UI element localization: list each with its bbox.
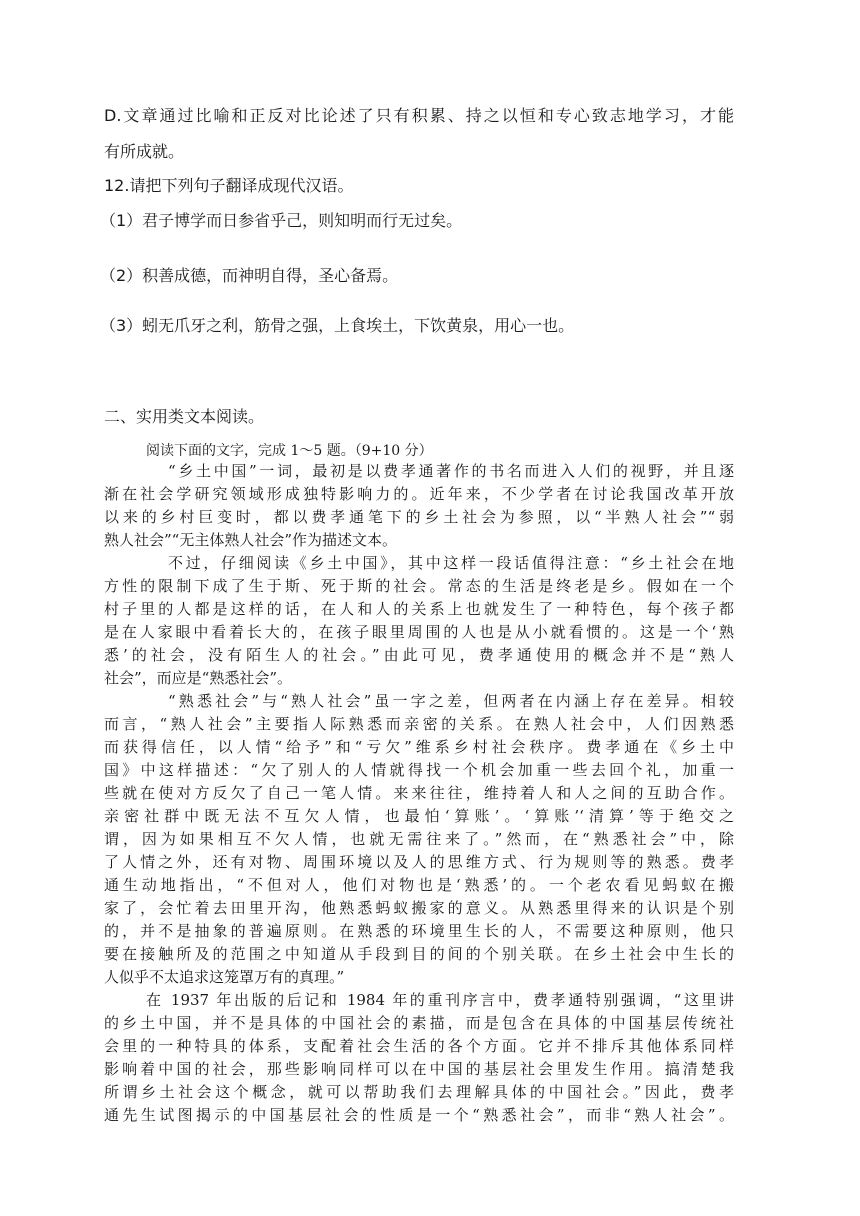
p1-line-2: 渐在社会学研究领域形成独特影响力的。近年来，不少学者在讨论我国改革开放	[104, 485, 734, 503]
p3-line-10: 家了，会忙着去田里开沟，他熟悉蚂蚁搬家的意义。从熟悉里得来的认识是个别	[104, 899, 734, 917]
p2-line-2: 方性的限制下成了生于斯、死于斯的社会。常态的生活是终老是乡。假如在一个	[104, 577, 734, 595]
p1-line-1: “乡土中国”一词，最初是以费孝通著作的书名而进入人们的视野，并且逐	[168, 462, 734, 480]
p3-line-12: 要在接触所及的范围之中知道从手段到目的间的个别关联。在乡土社会中生长的	[104, 945, 734, 963]
p2-line-6: 社会”，而应是“熟悉社会”。	[104, 669, 293, 687]
p2-line-4: 是在人家眼中看着长大的，在孩子眼里周围的人也是从小就看惯的。这是一个‘熟	[104, 623, 734, 641]
p3-line-7: 谓，因为如果相互不欠人情，也就无需往来了。”然而，在“熟悉社会”中，除	[104, 830, 734, 848]
p3-line-2: 而言，“熟人社会”主要指人际熟悉而亲密的关系。在熟人社会中，人们因熟悉	[104, 715, 734, 733]
p1-line-4: 熟人社会”“无主体熟人社会”作为描述文本。	[104, 531, 398, 549]
section-2-heading: 二、实用类文本阅读。	[104, 407, 265, 426]
reading-instruction: 阅读下面的文字，完成 1～5 题。（9+10 分）	[146, 443, 433, 459]
question-12-sentence-1: （1）君子博学而日参省乎己，则知明而行无过矣。	[100, 211, 463, 230]
p2-line-3: 村子里的人都是这样的话，在人和人的关系上也就发生了一种特色，每个孩子都	[104, 600, 734, 618]
question-12-title: 12.请把下列句子翻译成现代汉语。	[104, 176, 354, 195]
p4-line-1: 在 1937 年出版的后记和 1984 年的重刊序言中，费孝通特别强调，“这里讲	[146, 991, 734, 1009]
p3-line-6: 亲密社群中既无法不互欠人情，也最怕‘算账’。‘算账’‘清算’等于绝交之	[104, 807, 734, 825]
option-d-line-2: 有所成就。	[104, 142, 185, 161]
p4-line-5: 所谓乡土社会这个概念，就可以帮助我们去理解具体的中国社会。”因此，费孝	[104, 1083, 734, 1101]
p3-line-3: 而获得信任，以人情“给予”和“亏欠”维系乡村社会秩序。费孝通在《乡土中	[104, 738, 734, 756]
p3-line-1: “熟悉社会”与“熟人社会”虽一字之差，但两者在内涵上存在差异。相较	[168, 692, 734, 710]
p1-line-3: 以来的乡村巨变时，都以费孝通笔下的乡土社会为参照，以“半熟人社会”“弱	[104, 508, 734, 526]
p3-line-5: 些就在使对方反欠了自己一笔人情。来来往往，维持着人和人之间的互助合作。	[104, 784, 734, 802]
p4-line-3: 会里的一种特具的体系，支配着社会生活的各个方面。它并不排斥其他体系同样	[104, 1037, 734, 1055]
p4-line-2: 的乡土中国，并不是具体的中国社会的素描，而是包含在具体的中国基层传统社	[104, 1014, 734, 1032]
p3-line-9: 通生动地指出，“不但对人，他们对物也是‘熟悉’的。一个老农看见蚂蚁在搬	[104, 876, 734, 894]
p3-line-8: 了人情之外，还有对物、周围环境以及人的思维方式、行为规则等的熟悉。费孝	[104, 853, 734, 871]
p2-line-1: 不过，仔细阅读《乡土中国》，其中这样一段话值得注意：“乡土社会在地	[168, 554, 734, 572]
question-12-sentence-3: （3）蚓无爪牙之利，筋骨之强，上食埃土，下饮黄泉，用心一也。	[100, 316, 575, 335]
p4-line-6: 通先生试图揭示的中国基层社会的性质是一个“熟悉社会”，而非“熟人社会”。	[104, 1106, 734, 1124]
p3-line-4: 国》中这样描述：“欠了别人的人情就得找一个机会加重一些去回个礼，加重一	[104, 761, 734, 779]
option-d-line-1: D.文章通过比喻和正反对比论述了只有积累、持之以恒和专心致志地学习，才能	[104, 106, 734, 125]
p2-line-5: 悉’的社会，没有陌生人的社会。”由此可见，费孝通使用的概念并不是“熟人	[104, 646, 734, 664]
p3-line-13: 人似乎不太追求这笼罩万有的真理。”	[104, 968, 345, 986]
p3-line-11: 的，并不是抽象的普遍原则。在熟悉的环境里生长的人，不需要这种原则，他只	[104, 922, 734, 940]
p4-line-4: 影响着中国的社会，那些影响同样可以在中国的基层社会里发生作用。搞清楚我	[104, 1060, 734, 1078]
question-12-sentence-2: （2）积善成德，而神明自得，圣心备焉。	[100, 266, 399, 285]
